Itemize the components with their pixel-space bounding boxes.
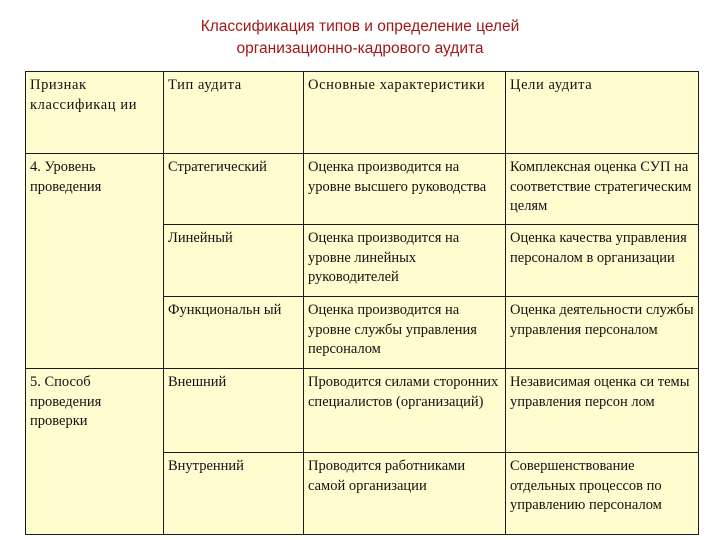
slide-title-line-2: организационно-кадрового аудита bbox=[236, 40, 484, 57]
table-row bbox=[26, 369, 699, 453]
slide-title-line-1: Классификация типов и определение целей bbox=[200, 18, 520, 35]
table-row bbox=[26, 154, 699, 225]
table-header-row bbox=[26, 72, 699, 154]
type-cell: Внешний bbox=[164, 369, 304, 453]
characteristics-cell: Проводится силами сторонних специалистов (организаций) bbox=[304, 369, 506, 453]
characteristics-cell: Оценка производится на уровне службы управления персоналом bbox=[304, 297, 506, 369]
feature-cell-level: 4. Уровень проведения bbox=[26, 154, 164, 369]
goals-cell: Независимая оценка си темы управления персон лом bbox=[506, 369, 699, 453]
goals-cell: Совершенствование отдельных процессов по управлению персоналом bbox=[506, 453, 699, 535]
audit-classification-table bbox=[25, 71, 699, 535]
type-cell: Стратегический bbox=[164, 154, 304, 225]
feature-cell-method: 5. Способ проведения проверки bbox=[26, 369, 164, 535]
characteristics-cell: Оценка производится на уровне высшего руководства bbox=[304, 154, 506, 225]
type-cell: Функциональн ый bbox=[164, 297, 304, 369]
header-feature: Признак классификац ии bbox=[26, 72, 164, 154]
type-cell: Внутренний bbox=[164, 453, 304, 535]
goals-cell: Оценка качества управления персоналом в организации bbox=[506, 225, 699, 297]
characteristics-cell: Проводится работниками самой организации bbox=[304, 453, 506, 535]
slide-title bbox=[0, 16, 720, 60]
goals-cell: Комплексная оценка СУП на соответствие стратегическим целям bbox=[506, 154, 699, 225]
goals-cell: Оценка деятельности службы управления персоналом bbox=[506, 297, 699, 369]
characteristics-cell: Оценка производится на уровне линейных руководителей bbox=[304, 225, 506, 297]
type-cell: Линейный bbox=[164, 225, 304, 297]
header-goals: Цели аудита bbox=[506, 72, 699, 154]
header-audit-type: Тип аудита bbox=[164, 72, 304, 154]
header-characteristics: Основные характеристики bbox=[304, 72, 506, 154]
